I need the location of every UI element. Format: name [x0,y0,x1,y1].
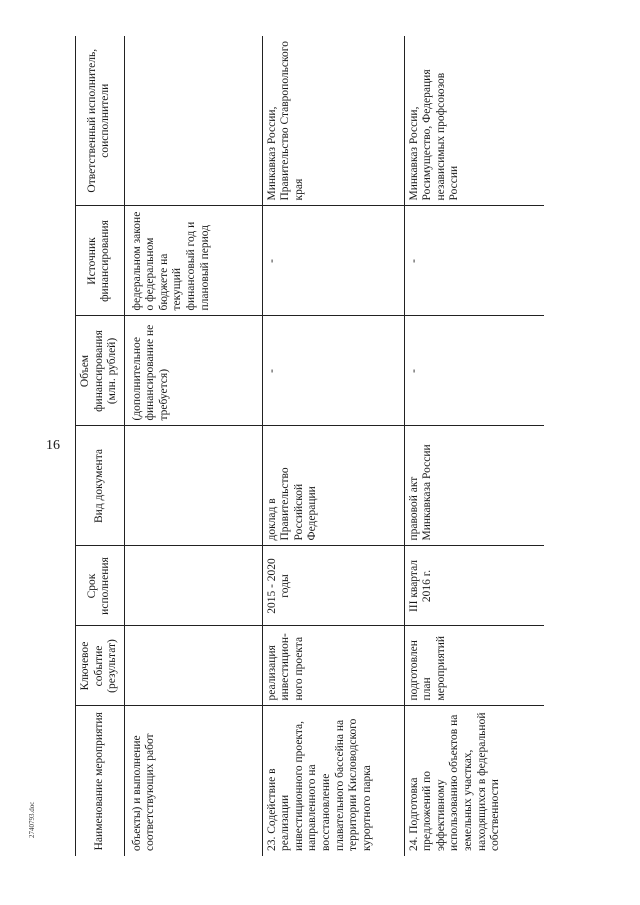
cell-result [124,626,262,706]
cell-responsible: Минкавказ России, Правительство Ставропольского края [262,36,404,206]
document-code: 2740793.doc [28,801,36,838]
header-doc-type: Вид документа [75,426,124,546]
header-volume: Объем финансирования (млн. рублей) [75,316,124,426]
cell-source: - [262,206,404,316]
cell-term: 2015 - 2020 годы [262,546,404,626]
header-term: Срок исполнения [75,546,124,626]
rotated-document [75,36,605,856]
cell-result: подготовлен план мероприятий [404,626,544,706]
cell-doc-type: правовой акт Минкавказа России [404,426,544,546]
cell-doc-type [124,426,262,546]
cell-responsible [124,36,262,206]
cell-responsible: Минкавказ России, Росимущество, Федерация независимых профсоюзов России [404,36,544,206]
cell-term [124,546,262,626]
cell-term: III квартал 2016 г. [404,546,544,626]
cell-volume: - [262,316,404,426]
cell-doc-type: доклад в Правительство Российской Федерации [262,426,404,546]
cell-name: 23. Содействие в реализации инвестиционного проекта, направленного на восстановление плавательного бассейна на территории Кисловодского курортного парка [262,706,404,856]
cell-volume: (дополнительное финансирование не требуется) [124,316,262,426]
page-number: 16 [46,438,60,453]
table-row [404,36,544,856]
header-responsible: Ответственный исполнитель, соисполнители [75,36,124,206]
cell-result: реализация инвестицион-ного проекта [262,626,404,706]
cell-source: - [404,206,544,316]
cell-volume: - [404,316,544,426]
cell-source: федеральном законе о федеральном бюджете на текущий финансовый год и плановый период [124,206,262,316]
header-result: Ключевое событие (результат) [75,626,124,706]
header-name: Наименование мероприятия [75,706,124,856]
table-header-row [75,36,124,856]
header-source: Источник финансирования [75,206,124,316]
cell-name: 24. Подготовка предложений по эффективному использованию объектов на земельных участках, находящихся в федеральной собственности [404,706,544,856]
measures-table [75,36,544,856]
table-row [262,36,404,856]
cell-name: объекты) и выполнение соответствующих работ [130,733,157,851]
table-row [124,36,262,856]
